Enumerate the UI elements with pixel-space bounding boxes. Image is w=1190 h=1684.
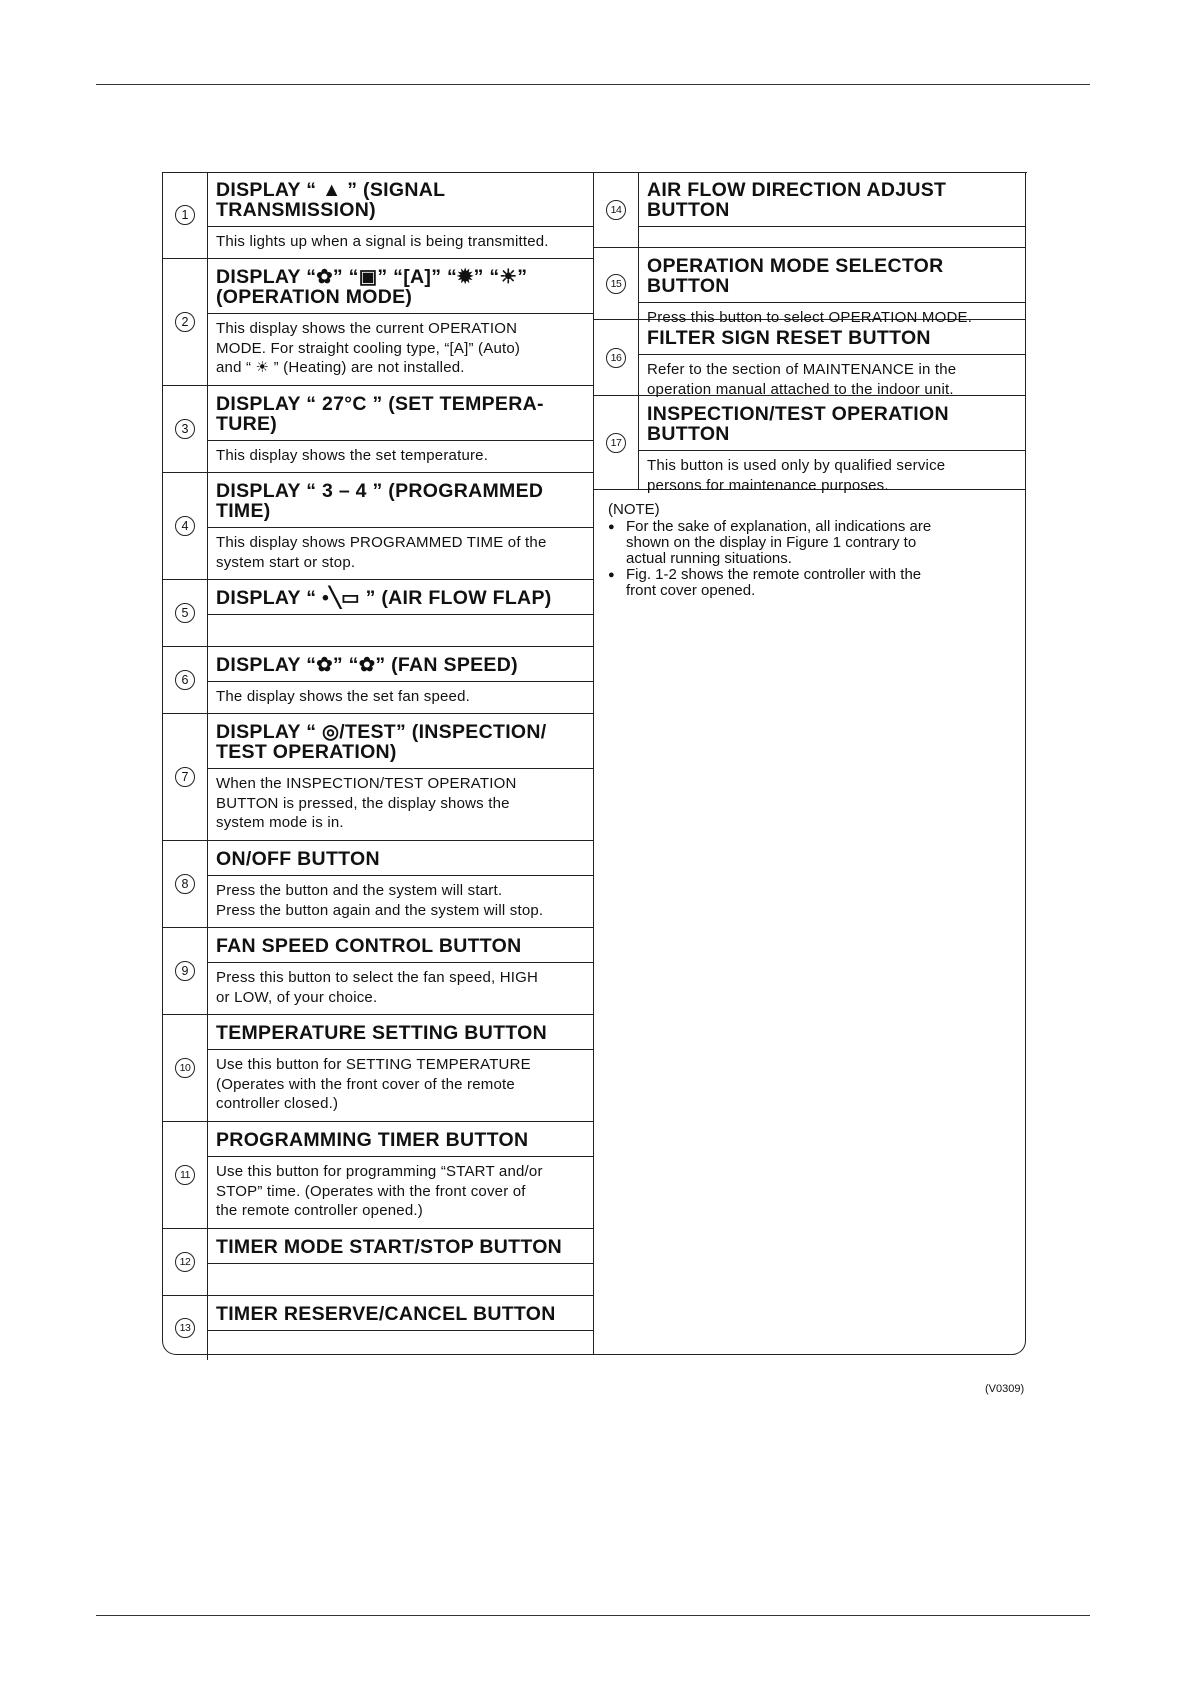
item-title [208, 172, 593, 227]
item-description-line: system mode is in. [216, 814, 344, 831]
item-title [208, 647, 593, 682]
item-8 [163, 841, 593, 928]
item-17 [594, 396, 1025, 494]
item-title [208, 386, 593, 441]
item-2 [163, 259, 593, 386]
item-number: 1 [175, 205, 195, 225]
item-description [208, 1157, 593, 1225]
item-description-line: the remote controller opened.) [216, 1202, 423, 1219]
item-description-line: Use this button for programming “START and/or [216, 1163, 543, 1180]
item-title [208, 1296, 593, 1331]
item-number-cell [163, 172, 208, 258]
item-title-line: DISPLAY “✿” “▣” “[A]” “✹” “☀” [216, 266, 528, 288]
item-description-line: Press this button to select OPERATION MODE. [647, 309, 973, 326]
item-number-cell [594, 320, 639, 395]
item-3 [163, 386, 593, 473]
item-number-cell [163, 473, 208, 579]
item-title-line: BUTTON [647, 199, 730, 221]
item-description-line: Refer to the section of MAINTENANCE in the [647, 361, 957, 378]
item-description-line: operation manual attached to the indoor unit. [647, 380, 954, 398]
item-title-line: FAN SPEED CONTROL BUTTON [216, 935, 522, 957]
item-12 [163, 1229, 593, 1296]
item-title-line: PROGRAMMING TIMER BUTTON [216, 1129, 529, 1151]
item-title [208, 580, 593, 615]
item-9 [163, 928, 593, 1015]
item-number-cell [163, 841, 208, 927]
item-number: 15 [606, 274, 626, 294]
note-bullet-line: ● Fig. 1-2 shows the remote controller with the [626, 566, 922, 583]
top-rule [96, 84, 1090, 85]
item-number-cell [163, 1296, 208, 1360]
item-title [208, 841, 593, 876]
item-title [208, 259, 593, 314]
item-4 [163, 473, 593, 580]
item-number: 8 [175, 874, 195, 894]
item-number-cell [163, 714, 208, 840]
item-description-line: MODE. For straight cooling type, “[A]” (Auto) [216, 339, 521, 357]
item-title-line: DISPLAY “ •╲▭ ” (AIR FLOW FLAP) [216, 587, 552, 609]
item-description-line: The display shows the set fan speed. [216, 688, 471, 705]
item-title [639, 248, 1025, 303]
item-description [639, 451, 1025, 499]
item-description [208, 1264, 593, 1286]
item-description-line: STOP” time. (Operates with the front cover of [216, 1182, 526, 1200]
note-bullet-line: ● For the sake of explanation, all indications are [626, 518, 932, 535]
item-description-line: persons for maintenance purposes. [647, 476, 889, 494]
item-number: 2 [175, 312, 195, 332]
item-number: 16 [606, 348, 626, 368]
item-title-line: BUTTON [647, 275, 730, 297]
item-description-line: This display shows PROGRAMMED TIME of the [216, 534, 547, 551]
item-title-line: TIMER MODE START/STOP BUTTON [216, 1236, 563, 1258]
item-description [208, 528, 593, 576]
item-title-line: DISPLAY “ 3 – 4 ” (PROGRAMMED [216, 480, 544, 502]
item-number: 10 [175, 1058, 195, 1078]
item-number: 7 [175, 767, 195, 787]
item-description-line: Press the button and the system will start. [216, 882, 503, 899]
item-title [208, 1122, 593, 1157]
item-description-line: When the INSPECTION/TEST OPERATION [216, 775, 517, 792]
note-bullet [608, 519, 1008, 567]
item-description-line: This lights up when a signal is being transmitted. [216, 233, 549, 250]
item-title-line: BUTTON [647, 423, 730, 445]
item-description-line: This display shows the current OPERATION [216, 320, 518, 337]
note-block [608, 502, 1008, 599]
item-title [639, 320, 1025, 355]
item-title-line: DISPLAY “ ▲ ” (SIGNAL [216, 179, 446, 201]
item-title [208, 473, 593, 528]
item-number-cell [163, 259, 208, 385]
item-number: 11 [175, 1165, 195, 1185]
item-description [208, 876, 593, 924]
item-5 [163, 580, 593, 647]
item-title-line: AIR FLOW DIRECTION ADJUST [647, 179, 947, 201]
item-description [208, 1050, 593, 1118]
item-number-cell [163, 1015, 208, 1121]
item-description [208, 963, 593, 1011]
note-heading: (NOTE) [608, 501, 660, 518]
item-title [208, 714, 593, 769]
item-title [208, 1229, 593, 1264]
item-description-line: system start or stop. [216, 553, 356, 571]
item-description-line: This button is used only by qualified service [647, 457, 946, 474]
item-description-line: This display shows the set temperature. [216, 447, 489, 464]
item-number: 9 [175, 961, 195, 981]
item-description [208, 227, 593, 256]
item-description-line: or LOW, of your choice. [216, 988, 378, 1006]
item-16 [594, 320, 1025, 396]
item-title-line: TEST OPERATION) [216, 741, 397, 763]
item-number-cell [163, 580, 208, 646]
note-bullet [608, 567, 1008, 599]
item-number-cell [163, 386, 208, 472]
item-title [639, 172, 1025, 227]
item-number: 6 [175, 670, 195, 690]
item-title-line: INSPECTION/TEST OPERATION [647, 403, 949, 425]
item-title-line: DISPLAY “ 27°C ” (SET TEMPERA- [216, 393, 544, 415]
item-title-line: TURE) [216, 413, 278, 435]
item-description-line: (Operates with the front cover of the remote [216, 1075, 515, 1093]
item-1 [163, 172, 593, 259]
item-title-line: DISPLAY “ ◎/TEST” (INSPECTION/ [216, 721, 547, 743]
note-bullet-line: actual running situations. [626, 550, 792, 567]
item-description [208, 441, 593, 470]
item-number: 14 [606, 200, 626, 220]
item-description-line: Use this button for SETTING TEMPERATURE [216, 1056, 531, 1073]
item-description-line: Press this button to select the fan speed, HIGH [216, 969, 539, 986]
right-column [594, 172, 1025, 599]
item-number: 13 [175, 1318, 195, 1338]
item-number-cell [163, 1122, 208, 1228]
item-title [208, 1015, 593, 1050]
bottom-rule [96, 1615, 1090, 1616]
figure-code: (V0309) [985, 1383, 1025, 1395]
item-number: 3 [175, 419, 195, 439]
item-description-line: BUTTON is pressed, the display shows the [216, 794, 510, 812]
item-number: 12 [175, 1252, 195, 1272]
button-function-table [162, 172, 1026, 1355]
item-description [208, 314, 593, 382]
item-title-line: TRANSMISSION) [216, 199, 376, 221]
item-title-line: ON/OFF BUTTON [216, 848, 380, 870]
item-title-line: TIME) [216, 500, 271, 522]
item-15 [594, 248, 1025, 326]
item-title-line: DISPLAY “✿” “✿” (FAN SPEED) [216, 654, 518, 676]
item-description [639, 227, 1025, 249]
item-11 [163, 1122, 593, 1229]
note-bullet-line: shown on the display in Figure 1 contrary to [626, 534, 917, 551]
item-number: 5 [175, 603, 195, 623]
item-description [208, 769, 593, 837]
item-number-cell [594, 248, 639, 319]
item-number-cell [163, 1229, 208, 1295]
item-title-line: OPERATION MODE SELECTOR [647, 255, 944, 277]
item-title-line: TIMER RESERVE/CANCEL BUTTON [216, 1303, 556, 1325]
item-title [208, 928, 593, 963]
item-14 [594, 172, 1025, 248]
item-description [208, 615, 593, 637]
item-description-line: and “ ☀ ” (Heating) are not installed. [216, 359, 465, 376]
item-number-cell [163, 647, 208, 713]
item-7 [163, 714, 593, 841]
item-number-cell [594, 172, 639, 247]
item-10 [163, 1015, 593, 1122]
item-number: 17 [606, 433, 626, 453]
item-13 [163, 1296, 593, 1360]
item-title-line: FILTER SIGN RESET BUTTON [647, 327, 931, 349]
note-bullet-line: front cover opened. [626, 582, 756, 599]
item-6 [163, 647, 593, 714]
item-description [208, 682, 593, 711]
item-title [639, 396, 1025, 451]
item-number: 4 [175, 516, 195, 536]
item-description [208, 1331, 593, 1353]
item-number-cell [594, 396, 639, 489]
item-description-line: Press the button again and the system will stop. [216, 901, 544, 919]
item-description-line: controller closed.) [216, 1095, 339, 1112]
item-title-line: TEMPERATURE SETTING BUTTON [216, 1022, 547, 1044]
item-number-cell [163, 928, 208, 1014]
left-column [163, 172, 593, 1360]
item-title-line: (OPERATION MODE) [216, 286, 413, 308]
